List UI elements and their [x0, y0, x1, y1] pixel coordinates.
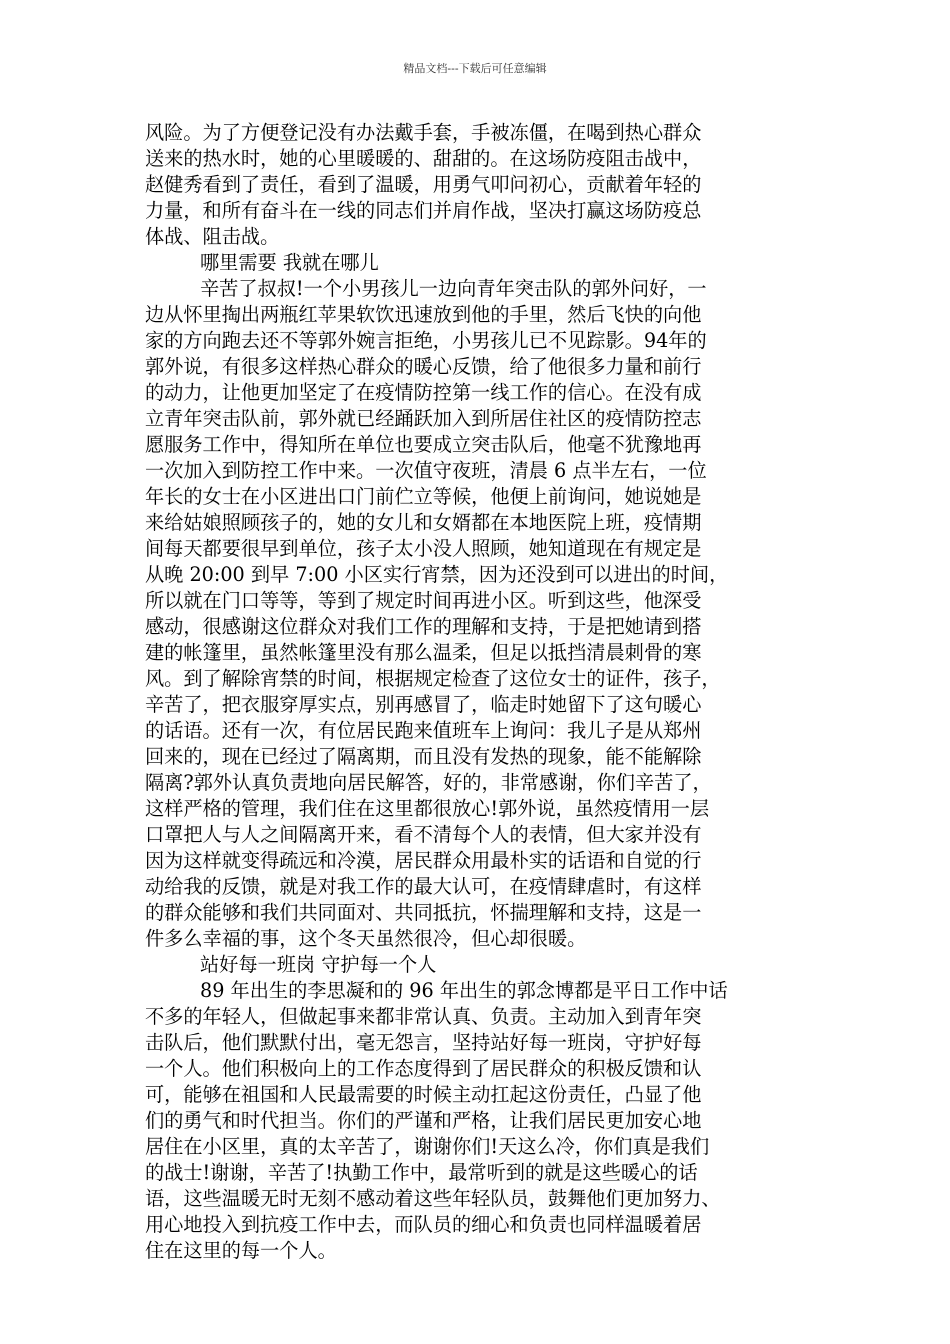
text-line: 感动，很感谢这位群众对我们工作的理解和支持，于是把她请到搭	[145, 615, 702, 638]
text-line: 辛苦了，把衣服穿厚实点，别再感冒了，临走时她留下了这句暖心	[145, 693, 702, 716]
text-line: 边从怀里掏出两瓶红苹果软饮迅速放到他的手里，然后飞快的向他	[145, 303, 702, 326]
text-line: 件多么幸福的事，这个冬天虽然很冷，但心却很暖。	[145, 927, 587, 950]
text-line: 体战、阻击战。	[145, 225, 280, 248]
text-line: 的战士!谢谢，辛苦了!执勤工作中，最常听到的就是这些暖心的话	[145, 1161, 698, 1184]
text-line: 击队后，他们默默付出，毫无怨言，坚持站好每一班岗，守护好每	[145, 1031, 702, 1054]
text-line: 建的帐篷里，虽然帐篷里没有那么温柔，但足以抵挡清晨刺骨的寒	[145, 641, 702, 664]
text-line: 间每天都要很早到单位，孩子太小没人照顾，她知道现在有规定是	[145, 537, 702, 560]
text-line: 一个人。他们积极向上的工作态度得到了居民群众的积极反馈和认	[145, 1057, 702, 1080]
text-line: 可，能够在祖国和人民最需要的时候主动扛起这份责任，凸显了他	[145, 1083, 702, 1106]
text-line: 口罩把人与人之间隔离开来，看不清每个人的表情，但大家并没有	[145, 823, 702, 846]
text-line: 年长的女士在小区进出口门前伫立等候，他便上前询问，她说她是	[145, 485, 702, 508]
text-line: 语，这些温暖无时无刻不感动着这些年轻队员，鼓舞他们更加努力、	[145, 1187, 721, 1210]
text-line: 家的方向跑去还不等郭外婉言拒绝，小男孩儿已不见踪影。94年的	[145, 329, 707, 352]
text-line: 一次加入到防控工作中来。一次值守夜班，清晨 6 点半左右，一位	[145, 459, 707, 482]
text-line: 力量，和所有奋斗在一线的同志们并肩作战，坚决打赢这场防疫总	[145, 199, 702, 222]
text-line: 不多的年轻人，但做起事来都非常认真、负责。主动加入到青年突	[145, 1005, 702, 1028]
section-heading: 站好每一班岗 守护每一个人	[200, 953, 437, 976]
text-line: 居住在小区里，真的太辛苦了，谢谢你们!天这么冷，你们真是我们	[145, 1135, 710, 1158]
text-line: 所以就在门口等等，等到了规定时间再进小区。听到这些，他深受	[145, 589, 702, 612]
text-line: 送来的热水时，她的心里暖暖的、甜甜的。在这场防疫阻击战中，	[145, 147, 702, 170]
text-line: 回来的，现在已经过了隔离期，而且没有发热的现象，能不能解除	[145, 745, 702, 768]
text-line: 用心地投入到抗疫工作中去，而队员的细心和负责也同样温暖着居	[145, 1213, 702, 1236]
text-line: 风险。为了方便登记没有办法戴手套，手被冻僵，在喝到热心群众	[145, 121, 702, 144]
text-line: 因为这样就变得疏远和冷漠，居民群众用最朴实的话语和自觉的行	[145, 849, 702, 872]
text-line: 动给我的反馈，就是对我工作的最大认可，在疫情肆虐时，有这样	[145, 875, 702, 898]
text-line: 郭外说，有很多这样热心群众的暖心反馈，给了他很多力量和前行	[145, 355, 702, 378]
text-line: 的话语。还有一次，有位居民跑来值班车上询问：我儿子是从郑州	[145, 719, 702, 742]
text-line: 愿服务工作中，得知所在单位也要成立突击队后，他毫不犹豫地再	[145, 433, 702, 456]
text-line: 的群众能够和我们共同面对、共同抵抗，怀揣理解和支持，这是一	[145, 901, 702, 924]
section-heading: 哪里需要 我就在哪儿	[200, 251, 379, 274]
text-line: 赵健秀看到了责任，看到了温暖，用勇气叩问初心，贡献着年轻的	[145, 173, 702, 196]
text-line: 立青年突击队前，郭外就已经踊跃加入到所居住社区的疫情防控志	[145, 407, 702, 430]
text-line: 隔离?郭外认真负责地向居民解答，好的，非常感谢，你们辛苦了，	[145, 771, 712, 794]
page-header: 精品文档---下载后可任意编辑	[403, 62, 547, 75]
text-line: 这样严格的管理，我们住在这里都很放心!郭外说，虽然疫情用一层	[145, 797, 710, 820]
text-line: 辛苦了叔叔!一个小男孩儿一边向青年突击队的郭外问好，一	[200, 277, 707, 300]
text-line: 从晚 20:00 到早 7:00 小区实行宵禁，因为还没到可以进出的时间，	[145, 563, 729, 586]
text-line: 住在这里的每一个人。	[145, 1239, 337, 1262]
text-line: 的动力，让他更加坚定了在疫情防控第一线工作的信心。在没有成	[145, 381, 702, 404]
text-line: 风。到了解除宵禁的时间，根据规定检查了这位女士的证件，孩子，	[145, 667, 721, 690]
text-line: 89 年出生的李思凝和的 96 年出生的郭念博都是平日工作中话	[200, 979, 728, 1002]
text-line: 们的勇气和时代担当。你们的严谨和严格，让我们居民更加安心地	[145, 1109, 702, 1132]
text-line: 来给姑娘照顾孩子的，她的女儿和女婿都在本地医院上班，疫情期	[145, 511, 702, 534]
